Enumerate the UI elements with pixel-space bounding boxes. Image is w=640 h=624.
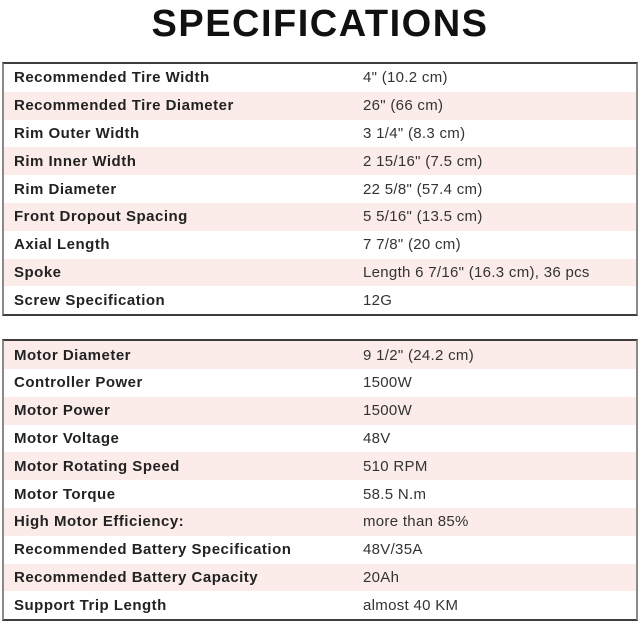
- wheel-spec-table: [2, 62, 638, 316]
- spec-value: 2 15/16" (7.5 cm): [363, 152, 483, 170]
- spec-label: Motor Power: [14, 402, 111, 420]
- spec-value: 20Ah: [363, 568, 400, 586]
- spec-value: 12G: [363, 291, 393, 309]
- spec-label: Axial Length: [14, 236, 111, 254]
- motor-spec-table: [2, 339, 638, 621]
- table-row: [4, 64, 636, 92]
- table-row: [4, 120, 636, 148]
- table-row: [4, 175, 636, 203]
- spec-label: Recommended Tire Width: [14, 69, 210, 87]
- table-row: [4, 341, 636, 369]
- spec-value: 7 7/8" (20 cm): [363, 236, 461, 254]
- spec-label: Recommended Battery Specification: [14, 541, 292, 559]
- spec-label: Recommended Battery Capacity: [14, 568, 259, 586]
- table-row: [4, 452, 636, 480]
- table-row: [4, 147, 636, 175]
- table-row: [4, 397, 636, 425]
- table-row: [4, 480, 636, 508]
- table-row: [4, 369, 636, 397]
- spec-value: 3 1/4" (8.3 cm): [363, 124, 466, 142]
- spec-value: 22 5/8" (57.4 cm): [363, 180, 483, 198]
- spec-label: High Motor Efficiency:: [14, 513, 185, 531]
- table-row: [4, 564, 636, 592]
- spec-label: Motor Diameter: [14, 346, 132, 364]
- table-row: [4, 286, 636, 314]
- spec-label: Controller Power: [14, 374, 143, 392]
- spec-label: Motor Voltage: [14, 429, 120, 447]
- spec-value: 58.5 N.m: [363, 485, 427, 503]
- spec-label: Screw Specification: [14, 291, 166, 309]
- spec-value: 5 5/16" (13.5 cm): [363, 208, 483, 226]
- table-row: [4, 203, 636, 231]
- spec-label: Front Dropout Spacing: [14, 208, 188, 226]
- spec-value: more than 85%: [363, 513, 469, 531]
- spec-value: 510 RPM: [363, 457, 428, 475]
- spec-label: Support Trip Length: [14, 596, 167, 614]
- spec-value: 48V: [363, 429, 391, 447]
- spec-label: Recommended Tire Diameter: [14, 97, 234, 115]
- spec-value: 4" (10.2 cm): [363, 69, 448, 87]
- table-row: [4, 536, 636, 564]
- spec-value: 48V/35A: [363, 541, 423, 559]
- table-row: [4, 508, 636, 536]
- table-row: [4, 231, 636, 259]
- table-row: [4, 92, 636, 120]
- spec-value: 1500W: [363, 402, 413, 420]
- spec-value: Length 6 7/16" (16.3 cm), 36 pcs: [363, 263, 590, 281]
- page-title: SPECIFICATIONS: [151, 3, 489, 45]
- spec-value: 9 1/2" (24.2 cm): [363, 346, 475, 364]
- spec-label: Spoke: [14, 263, 62, 281]
- spec-label: Rim Diameter: [14, 180, 117, 198]
- spec-label: Motor Rotating Speed: [14, 457, 180, 475]
- spec-label: Rim Outer Width: [14, 124, 140, 142]
- spec-label: Motor Torque: [14, 485, 116, 503]
- table-row: [4, 425, 636, 453]
- table-row: [4, 591, 636, 619]
- spec-value: 26" (66 cm): [363, 97, 444, 115]
- table-row: [4, 259, 636, 287]
- spec-value: 1500W: [363, 374, 413, 392]
- spec-value: almost 40 KM: [363, 596, 459, 614]
- spec-label: Rim Inner Width: [14, 152, 137, 170]
